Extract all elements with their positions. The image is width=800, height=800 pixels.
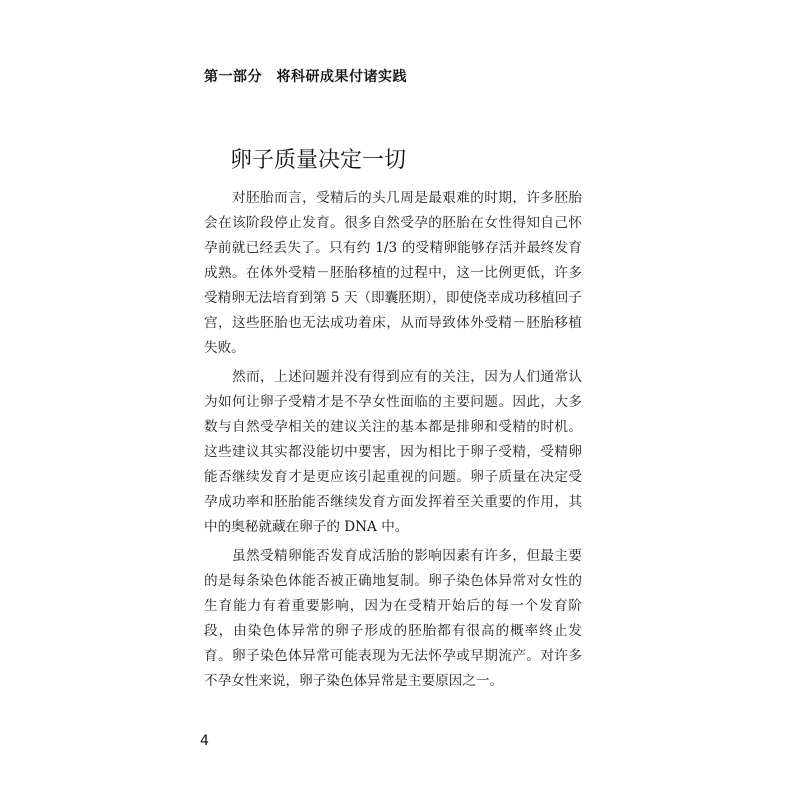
- chapter-title: 卵子质量决定一切: [230, 148, 407, 173]
- paragraph-1: 对胚胎而言，受精后的头几周是最艰难的时期，许多胚胎会在该阶段停止发育。很多自然受孕的胚胎在女性得知自己怀孕前就已经丢失了。只有约 1/3 的受精卵能够存活并最终发育成熟。在体外受精－胚胎移植的过程中，这一比例更低，许多受精卵无法培育到第 5 天（即囊胚期），即使侥幸成功移植回子宫，这些胚胎也无法成功着床，从而导致体外受精－胚胎移植失败。: [204, 190, 582, 356]
- paragraph-3: 虽然受精卵能否发育成活胎的影响因素有许多，但最主要的是每条染色体能否被正确地复制。卵子染色体异常对女性的生育能力有着重要影响，因为在受精开始后的每一个发育阶段，由染色体异常的卵子形成的胚胎都有很高的概率终止发育。卵子染色体异常可能表现为无法怀孕或早期流产。对许多不孕女性来说，卵子染色体异常是主要原因之一。: [204, 548, 582, 689]
- running-head: 第一部分 将科研成果付诸实践: [204, 69, 407, 85]
- paragraph-2: 然而，上述问题并没有得到应有的关注，因为人们通常认为如何让卵子受精才是不孕女性面临的主要问题。因此，大多数与自然受孕相关的建议关注的基本都是排卵和受精的时机。这些建议其实都没能切中要害，因为相比于卵子受精，受精卵能否继续发育才是更应该引起重视的问题。卵子质量在决定受孕成功率和胚胎能否继续发育方面发挥着至关重要的作用，其中的奥秘就藏在卵子的 DNA 中。: [204, 369, 582, 535]
- body-text: [204, 186, 582, 698]
- page-number: 4: [200, 733, 209, 749]
